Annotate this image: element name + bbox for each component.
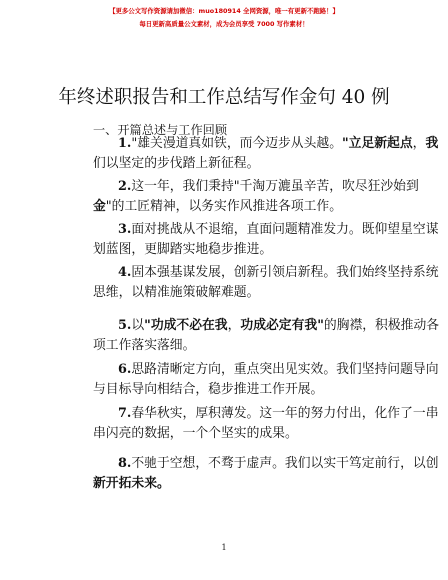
text-run: ， bbox=[412, 136, 426, 151]
bold-text-run: 5. bbox=[118, 318, 132, 333]
bold-text-run: 1. bbox=[118, 136, 132, 151]
paragraph-line bbox=[93, 424, 383, 444]
paragraph-line bbox=[93, 454, 439, 474]
paragraph-line bbox=[93, 220, 439, 240]
page-number: 1 bbox=[221, 543, 227, 552]
promo-banner-line-1: 【更多公文写作资源请加微信：muo180914 全网资源，唯一有更新不跑路！】 bbox=[109, 7, 339, 15]
bold-text-run: "功成不必在我 bbox=[144, 318, 228, 333]
paragraph-line bbox=[93, 197, 383, 217]
paragraph-line bbox=[93, 263, 439, 283]
text-run: 面对挑战从不退缩，直面问题精准发力。既仰望星空谋 bbox=[131, 222, 439, 237]
text-run: 项工作落实落细。 bbox=[93, 338, 196, 353]
bold-text-run: 3. bbox=[118, 222, 132, 237]
paragraph-1 bbox=[93, 134, 439, 174]
paragraph-7 bbox=[93, 404, 439, 444]
text-run: "雄关漫道真如铁，而今迈步从头越。 bbox=[131, 136, 342, 151]
text-run: 固本强基谋发展，创新引领启新程。我们始终坚持系统 bbox=[131, 265, 439, 280]
bold-text-run: 6. bbox=[118, 362, 132, 377]
bold-text-run: 我 bbox=[425, 136, 439, 151]
promo-banner-line-2: 每日更新高质量公文素材，成为会员享受 7000 写作素材！ bbox=[139, 20, 309, 28]
paragraph-line bbox=[93, 380, 383, 400]
bold-text-run: 7. bbox=[118, 406, 132, 421]
paragraph-line bbox=[93, 283, 383, 303]
document-title: 年终述职报告和工作总结写作金句 40 例 bbox=[58, 87, 390, 108]
section-heading: 一、开篇总述与工作回顾 bbox=[93, 123, 228, 137]
paragraph-line bbox=[93, 404, 439, 424]
text-run: 思路清晰定方向，重点突出见实效。我们坚持问题导向 bbox=[131, 362, 439, 377]
text-run: 划蓝图，更脚踏实地稳步推进。 bbox=[93, 242, 273, 257]
text-run: 的胸襟，积极推动各 bbox=[323, 318, 440, 333]
paragraph-8 bbox=[93, 454, 439, 494]
paragraph-2 bbox=[93, 177, 419, 217]
text-run: 春华秋实，厚积薄发。这一年的努力付出，化作了一串 bbox=[131, 406, 439, 421]
paragraph-line bbox=[93, 240, 383, 260]
text-run: ， bbox=[227, 318, 241, 333]
paragraph-3 bbox=[93, 220, 439, 260]
paragraph-line bbox=[93, 336, 383, 356]
paragraph-line bbox=[93, 134, 439, 154]
paragraph-4 bbox=[93, 263, 439, 303]
bold-text-run: 4. bbox=[118, 265, 132, 280]
text-run: 不驰于空想，不骛于虚声。我们以实干笃定前行，以创 bbox=[131, 456, 439, 471]
text-run: 以 bbox=[131, 318, 145, 333]
paragraph-line bbox=[93, 177, 419, 197]
bold-text-run: 2. bbox=[118, 179, 132, 194]
text-run: "的工匠精神，以务实作风推进各项工作。 bbox=[105, 199, 343, 214]
bold-text-run: 8. bbox=[118, 456, 132, 471]
paragraph-line bbox=[93, 474, 383, 494]
bold-text-run: 功成必定有我" bbox=[240, 318, 324, 333]
paragraph-line bbox=[93, 360, 439, 380]
paragraph-6 bbox=[93, 360, 439, 400]
bold-text-run: 金 bbox=[93, 199, 106, 214]
text-run: 串闪亮的数据，一个个坚实的成果。 bbox=[93, 426, 298, 441]
text-run: 与目标导向相结合，稳步推进工作开展。 bbox=[93, 382, 324, 397]
bold-text-run: "立足新起点 bbox=[342, 136, 413, 151]
bold-text-run: 新开拓未来。 bbox=[93, 476, 170, 491]
paragraph-line bbox=[93, 154, 383, 174]
paragraph-line bbox=[93, 316, 440, 336]
paragraph-5 bbox=[93, 316, 440, 356]
text-run: 思维，以精准施策破解难题。 bbox=[93, 285, 260, 300]
text-run: 们以坚定的步伐踏上新征程。 bbox=[93, 156, 260, 171]
text-run: 这一年，我们秉持"千淘万漉虽辛苦，吹尽狂沙始到 bbox=[131, 179, 419, 194]
